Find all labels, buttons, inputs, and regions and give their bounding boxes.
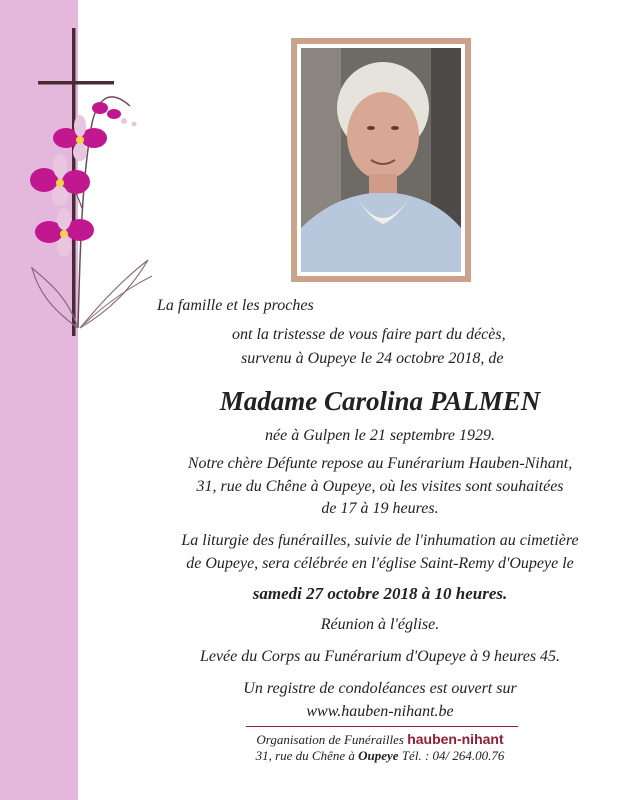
intro-family: La famille et les proches [157, 297, 314, 314]
footer-address [140, 748, 620, 764]
photo-frame [291, 38, 471, 282]
reunion-note: Réunion à l'église. [320, 616, 440, 633]
rest-line-3: de 17 à 19 heures. [321, 500, 439, 517]
footer-city: Oupeye [358, 748, 399, 763]
birth-info: née à Gulpen le 21 septembre 1929. [264, 427, 495, 444]
rest-line-1: Notre chère Défunte repose au Funérarium Hauben-Nihant, [187, 455, 573, 472]
register-note: Un registre de condoléances est ouvert sur [243, 680, 517, 697]
footer-divider [246, 726, 518, 727]
footer-address-prefix: 31, rue du Chêne à [255, 748, 355, 763]
intro-place-date: survenu à Oupeye le 24 octobre 2018, de [241, 350, 504, 367]
portrait-photo [297, 44, 465, 276]
deceased-name: Madame Carolina PALMEN [219, 386, 541, 416]
funeral-date: samedi 27 octobre 2018 à 10 heures. [252, 584, 508, 603]
footer-org-prefix: Organisation de Funérailles [256, 732, 404, 747]
rest-line-2: 31, rue du Chêne à Oupeye, où les visites sont souhaitées [196, 478, 564, 495]
intro-sorrow: ont la tristesse de vous faire part du décès, [232, 326, 506, 343]
footer-phone: Tél. : 04/ 264.00.76 [401, 748, 505, 763]
register-url[interactable]: www.hauben-nihant.be [306, 703, 454, 720]
brand-logo: hauben-nihant [407, 731, 504, 747]
orchid-cross-icon [20, 28, 160, 348]
liturgy-line-1: La liturgie des funérailles, suivie de l'inhumation au cimetière [181, 532, 579, 549]
levee-note: Levée du Corps au Funérarium d'Oupeye à 9 heures 45. [199, 648, 561, 665]
liturgy-line-2: de Oupeye, sera célébrée en l'église Saint-Remy d'Oupeye le [186, 555, 574, 572]
footer-organisation [140, 731, 620, 748]
